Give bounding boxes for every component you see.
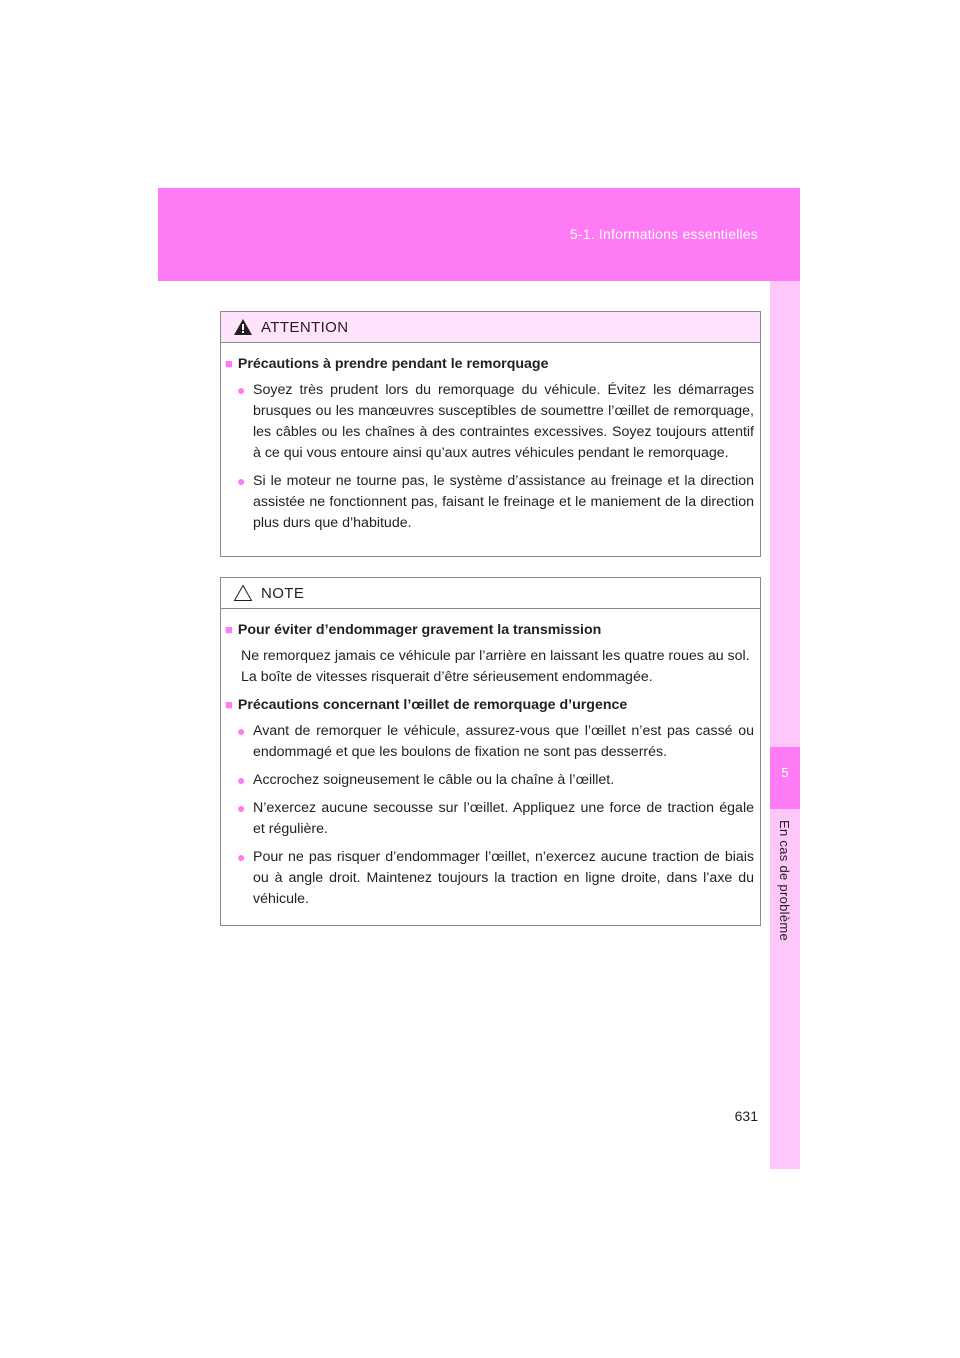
page-number: 631 [734,1108,758,1124]
chapter-title: En cas de problème [777,820,792,942]
chapter-tab[interactable] [770,747,800,809]
bullet-dot-icon: ● [237,849,246,865]
header-band [158,188,800,281]
list-item-text: Avant de remorquer le véhicule, assurez-vous que l’œillet n’est pas cassé ou endommagé et que les boulons de fixation ne sont pas desserrés. [253,723,754,760]
list-item [221,380,754,464]
warning-filled-icon [233,318,253,336]
square-bullet-icon: ■ [225,356,233,371]
note-heading: NOTE [261,584,305,602]
list-item [221,798,754,840]
list-item [221,847,754,910]
attention-section-title [221,353,754,375]
list-item-text: Soyez très prudent lors du remorquage du véhicule. Évitez les démarrages brusques ou les manœuvres susceptibles de soumettre l’œillet de remorquage, les câbles ou les chaînes à des contraintes excessives. Soyez toujours attentif à ce qui vous entoure ainsi qu’aux autres véhicules pendant le remorquage. [253,382,754,461]
attention-header [221,312,760,343]
attention-heading: ATTENTION [261,318,349,336]
list-item [221,471,754,534]
list-item-text: Si le moteur ne tourne pas, le système d’assistance au freinage et la direction assistée ne fonctionnent pas, faisant le freinage et le maniement de la direction plus durs que d’habitude. [253,473,754,531]
note-section-title [221,694,754,716]
attention-box [220,311,761,557]
list-item [221,770,754,791]
list-item-text: Accrochez soigneusement le câble ou la chaîne à l’œillet. [253,772,615,788]
note-box [220,577,761,926]
chapter-number: 5 [781,765,789,780]
note-section-title-text: Précautions concernant l’œillet de remorquage d’urgence [237,697,628,713]
list-item [221,721,754,763]
bullet-dot-icon: ● [237,800,246,816]
bullet-dot-icon: ● [237,473,246,489]
list-item-text: N’exercez aucune secousse sur l’œillet. Appliquez une force de traction égale et régulière. [253,800,754,837]
note-paragraph: La boîte de vitesses risquerait d’être sérieusement endommagée. [241,669,653,685]
bullet-dot-icon: ● [237,382,246,398]
note-paragraph: Ne remorquez jamais ce véhicule par l’arrière en laissant les quatre roues au sol. [241,648,750,664]
attention-section-title-text: Précautions à prendre pendant le remorquage [237,356,549,372]
note-section-title-text: Pour éviter d’endommager gravement la transmission [237,622,602,638]
square-bullet-icon: ■ [225,697,233,712]
bullet-dot-icon: ● [237,772,246,788]
warning-outline-icon [233,584,253,602]
bullet-dot-icon: ● [237,723,246,739]
square-bullet-icon: ■ [225,622,233,637]
list-item-text: Pour ne pas risquer d’endommager l’œillet, n’exercez aucune traction de biais ou à angle droit. Maintenez toujours la traction en ligne droite, dans l’axe du véhicule. [253,849,754,907]
note-header [221,578,760,609]
note-section-title [221,619,754,641]
section-header: 5-1. Informations essentielles [569,226,758,242]
side-strip [770,281,800,1169]
